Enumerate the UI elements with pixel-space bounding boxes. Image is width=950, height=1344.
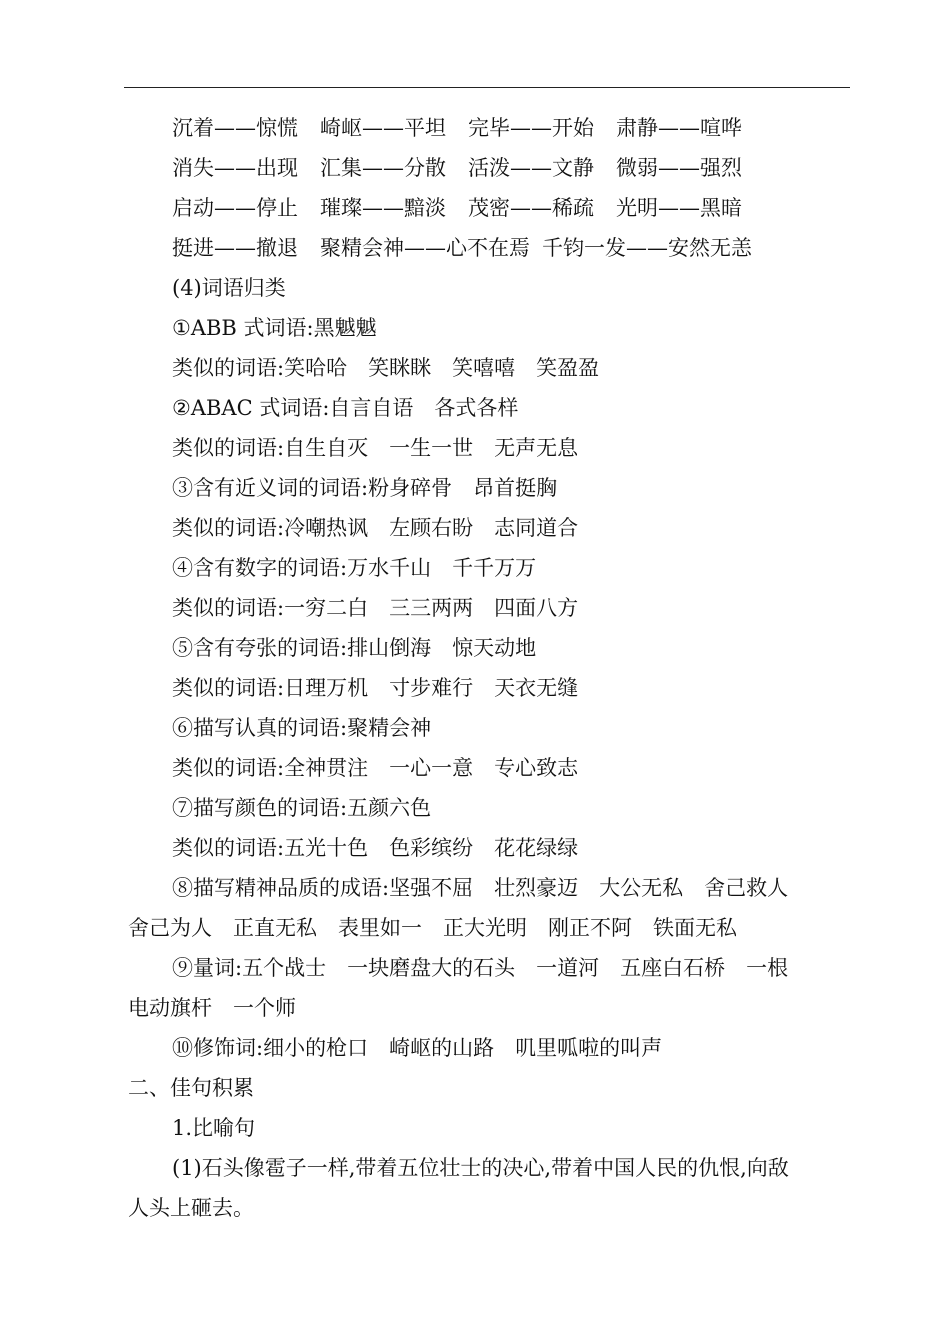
section-title: 二、佳句积累 [128,1076,254,1100]
antonym-row: 沉着——惊慌 崎岖——平坦 完毕——开始 肃静——喧哗 [172,116,742,140]
antonym-row: 消失——出现 汇集——分散 活泼——文静 微弱——强烈 [172,156,742,180]
similar-words-line: 类似的词语:自生自灭 一生一世 无声无息 [172,436,579,460]
subsection-title: 1.比喻句 [172,1116,256,1140]
category-line: ⑨量词:五个战士 一块磨盘大的石头 一道河 五座白石桥 一根 [172,956,789,980]
similar-words-line: 类似的词语:一穷二白 三三两两 四面八方 [172,596,579,620]
category-line: ①ABB 式词语:黑魆魆 [172,316,377,340]
similar-words-line: 类似的词语:全神贯注 一心一意 专心致志 [172,756,579,780]
category-continuation: 电动旗杆 一个师 [128,996,296,1020]
antonym-row: 挺进——撤退 聚精会神——心不在焉 千钧一发——安然无恙 [172,236,752,260]
category-line: ⑩修饰词:细小的枪口 崎岖的山路 叽里呱啦的叫声 [172,1036,663,1060]
similar-words-line: 类似的词语:笑哈哈 笑眯眯 笑嘻嘻 笑盈盈 [172,356,600,380]
document-body [128,108,850,1228]
header-rule [124,87,850,88]
category-line: ⑥描写认真的词语:聚精会神 [172,716,432,740]
category-line: ⑤含有夸张的词语:排山倒海 惊天动地 [172,636,537,660]
category-line: ⑧描写精神品质的成语:坚强不屈 壮烈豪迈 大公无私 舍己救人 [172,876,789,900]
antonym-row: 启动——停止 璀璨——黯淡 茂密——稀疏 光明——黑暗 [172,196,742,220]
category-continuation: 舍己为人 正直无私 表里如一 正大光明 刚正不阿 铁面无私 [128,916,737,940]
category-line: ④含有数字的词语:万水千山 千千万万 [172,556,537,580]
category-line: ③含有近义词的词语:粉身碎骨 昂首挺胸 [172,476,558,500]
section-heading: (4)词语归类 [172,276,286,300]
category-line: ⑦描写颜色的词语:五颜六色 [172,796,432,820]
category-line: ②ABAC 式词语:自言自语 各式各样 [172,396,519,420]
similar-words-line: 类似的词语:五光十色 色彩缤纷 花花绿绿 [172,836,579,860]
similar-words-line: 类似的词语:冷嘲热讽 左顾右盼 志同道合 [172,516,579,540]
example-sentence: (1)石头像雹子一样,带着五位壮士的决心,带着中国人民的仇恨,向敌 [172,1156,789,1180]
example-sentence-continuation: 人头上砸去。 [128,1196,254,1220]
similar-words-line: 类似的词语:日理万机 寸步难行 天衣无缝 [172,676,579,700]
